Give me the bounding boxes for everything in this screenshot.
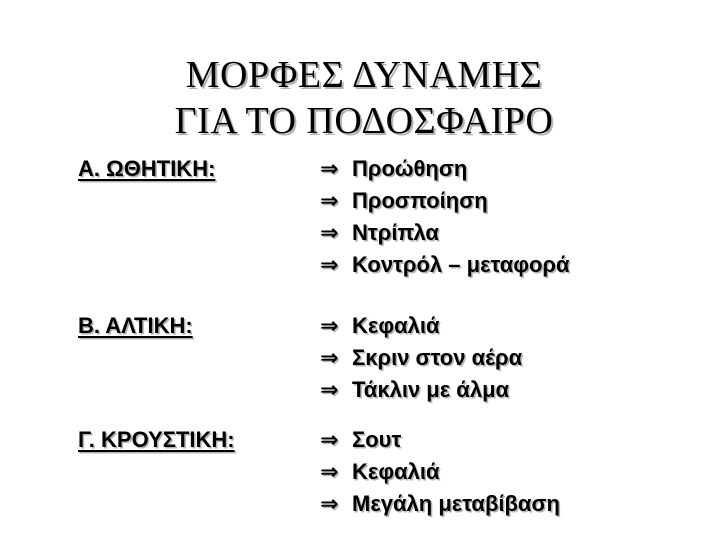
title-line-2: ΓΙΑ ΤΟ ΠΟΔΟΣΦΑΙΡΟ	[174, 100, 554, 142]
item-text: Προσποίηση	[352, 188, 488, 213]
item-text: Κεφαλιά	[352, 459, 440, 484]
slide-title	[0, 52, 728, 144]
implies-arrow-icon: ⇒	[320, 314, 339, 339]
section-items	[320, 310, 522, 406]
implies-arrow-icon: ⇒	[320, 460, 339, 485]
implies-arrow-icon: ⇒	[320, 346, 339, 371]
section-label: Α. ΩΘΗΤΙΚΗ:	[78, 156, 216, 181]
implies-arrow-icon: ⇒	[320, 189, 339, 214]
section-label: Β. ΑΛΤΙΚΗ:	[78, 313, 193, 338]
item-text: Σουτ	[352, 427, 402, 452]
item-text: Κεφαλιά	[352, 313, 440, 338]
item-text: Τάκλιν με άλμα	[352, 377, 510, 402]
section-label: Γ. ΚΡΟΥΣΤΙΚΗ:	[78, 427, 235, 452]
implies-arrow-icon: ⇒	[320, 221, 339, 246]
implies-arrow-icon: ⇒	[320, 157, 339, 182]
list-item	[320, 424, 560, 456]
item-text: Ντρίπλα	[352, 220, 439, 245]
list-item	[320, 185, 570, 217]
item-text: Προώθηση	[352, 156, 468, 181]
list-item	[320, 310, 522, 342]
item-text: Σκριν στον αέρα	[352, 345, 523, 370]
implies-arrow-icon: ⇒	[320, 253, 339, 278]
list-item	[320, 342, 522, 374]
list-item	[320, 488, 560, 520]
list-item	[320, 456, 560, 488]
implies-arrow-icon: ⇒	[320, 492, 339, 517]
title-line-1: ΜΟΡΦΕΣ ΔΥΝΑΜΗΣ	[185, 54, 543, 96]
list-item	[320, 217, 570, 249]
list-item	[320, 249, 570, 281]
implies-arrow-icon: ⇒	[320, 428, 339, 453]
section-items	[320, 424, 560, 520]
section-items	[320, 153, 570, 281]
implies-arrow-icon: ⇒	[320, 378, 339, 403]
list-item	[320, 374, 522, 406]
list-item	[320, 153, 570, 185]
item-text: Μεγάλη μεταβίβαση	[352, 491, 560, 516]
item-text: Κοντρόλ – μεταφορά	[352, 252, 570, 277]
